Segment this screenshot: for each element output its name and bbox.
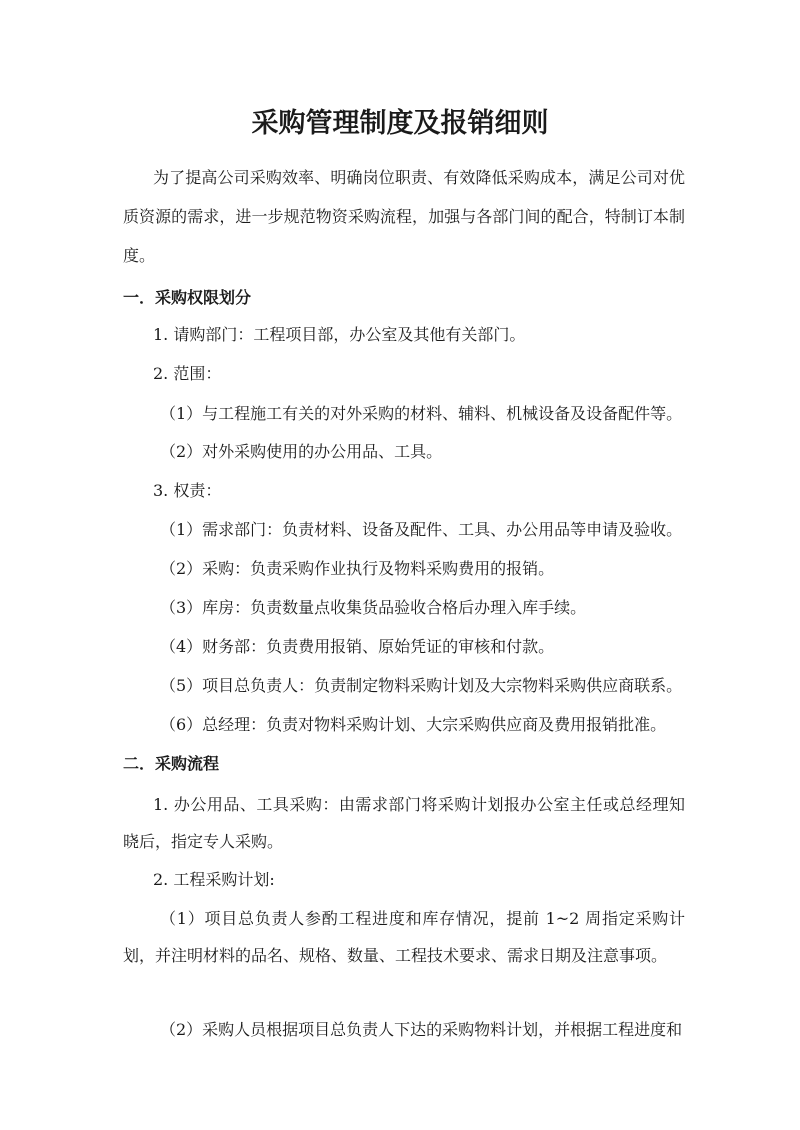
duty-item-2: （2）采购：负责采购作业执行及物料采购费用的报销。 (160, 559, 555, 578)
scope-item-2: （2）对外采购使用的办公用品、工具。 (160, 442, 443, 461)
section-1-item-1: 1. 请购部门：工程项目部，办公室及其他有关部门。 (153, 325, 526, 344)
plan-item-2: （2）采购人员根据项目总负责人下达的采购物料计划，并根据工程进度和 (160, 1020, 683, 1039)
duty-item-4: （4）财务部：负责费用报销、原始凭证的审核和付款。 (160, 637, 555, 656)
section-2-item-1: 1. 办公用品、工具采购：由需求部门将采购计划报办公室主任或总经理知晓后，指定专人采购。 (123, 795, 685, 851)
document-title: 采购管理制度及报销细则 (251, 108, 549, 139)
plan-item-1: （1）项目总负责人参酌工程进度和库存情况，提前 1~2 周指定采购计划，并注明材料的品名、规格、数量、工程技术要求、需求日期及注意事项。 (123, 909, 685, 965)
intro-paragraph: 为了提高公司采购效率、明确岗位职责、有效降低采购成本，满足公司对优质资源的需求，进一步规范物资采购流程，加强与各部门间的配合，特制订本制度。 (123, 168, 685, 265)
duty-item-1: （1）需求部门：负责材料、设备及配件、工具、办公用品等申请及验收。 (160, 520, 683, 539)
section-1-heading: 一．采购权限划分 (123, 288, 252, 307)
section-1-item-2: 2. 范围： (153, 364, 222, 383)
section-2-heading: 二．采购流程 (123, 754, 220, 773)
duty-item-5: （5）项目总负责人：负责制定物料采购计划及大宗物料采购供应商联系。 (160, 676, 683, 695)
duty-item-6: （6）总经理：负责对物料采购计划、大宗采购供应商及费用报销批准。 (160, 715, 667, 734)
duty-item-3: （3）库房：负责数量点收集货品验收合格后办理入库手续。 (160, 598, 587, 617)
section-1-item-3: 3. 权责： (153, 481, 222, 500)
scope-item-1: （1）与工程施工有关的对外采购的材料、辅料、机械设备及设备配件等。 (160, 404, 683, 423)
section-2-item-2: 2. 工程采购计划: (153, 870, 275, 889)
